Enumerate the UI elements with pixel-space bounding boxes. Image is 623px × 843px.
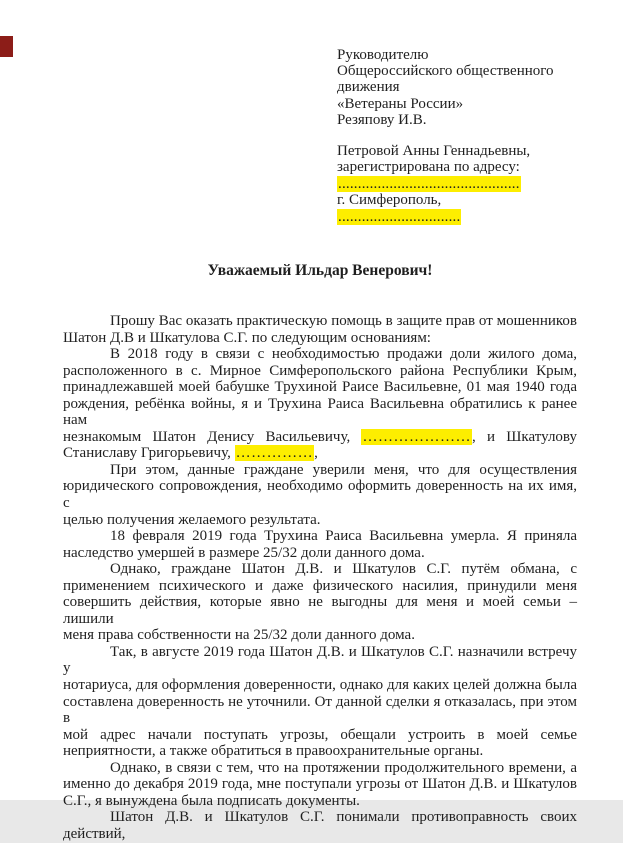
recipient-line: движения [337, 79, 400, 96]
body-line: 18 февраля 2019 года Трухина Раиса Васильевна умерла. Я приняла [110, 528, 577, 545]
body-line: Однако, граждане Шатон Д.В. и Шкатулов С.Г. путём обмана, с [110, 561, 577, 578]
sender-line: Петровой Анны Геннадьевны, [337, 143, 531, 159]
body-line: При этом, данные граждане уверили меня, что для осуществления [110, 461, 577, 478]
body-line: принадлежавшей моей бабушке Трухиной Раисе Васильевне, 01 мая 1940 года [63, 379, 577, 396]
recipient-block [337, 47, 554, 128]
body-line: расположенного в с. Мирное Симферопольского района Республики Крым, [63, 362, 577, 379]
body-line: Так, в августе 2019 года Шатон Д.В. и Шкатулов С.Г. назначили встречу у [63, 643, 577, 677]
body-line: составлена доверенность не уточнили. От данной сделки я отказалась, при этом в [63, 693, 577, 727]
highlight-redaction: ............................... [338, 208, 461, 225]
body-line: С.Г., я вынуждена была подписать документы. [63, 792, 360, 809]
body-line: меня права собственности на 25/32 доли данного дома. [63, 627, 415, 644]
body-line: Шатон Д.В. и Шкатулов С.Г. понимали противоправность своих действий, [63, 809, 577, 842]
body-line: Станиславу Григорьевичу, ……………, [63, 445, 318, 462]
red-corner-mark [0, 36, 13, 57]
body-block [63, 313, 577, 843]
body-line: мой адрес начали поступать угрозы, обещали устроить в моей семье [63, 726, 577, 743]
body-line: целью получения желаемого результата. [63, 511, 321, 528]
body-line: Шатон Д.В и Шкатулова С.Г. по следующим основаниям: [63, 329, 431, 346]
highlight-redaction: ………………… [362, 428, 471, 445]
redacted-address-line [337, 176, 530, 192]
salutation: Уважаемый Ильдар Венерович! [207, 262, 433, 279]
body-line: юридического сопровождения, необходимо оформить доверенность на их имя, с [63, 478, 577, 512]
recipient-line: «Ветераны России» [337, 95, 464, 112]
sender-block [337, 143, 530, 225]
body-line: нотариуса, для оформления доверенности, однако для каких целей должна была [63, 677, 577, 694]
sender-line: г. Симферополь, [337, 192, 442, 209]
recipient-line: Резяпову И.В. [337, 111, 427, 128]
highlight-redaction: .............................................. [338, 175, 520, 192]
body-line: именно до декабря 2019 года, мне поступали угрозы от Шатон Д.В. и Шкатулов [63, 776, 577, 793]
body-line: неприятности, а также обратиться в правоохранительные органы. [63, 743, 484, 760]
body-line: Прошу Вас оказать практическую помощь в защите прав от мошенников [110, 313, 577, 329]
recipient-line: Руководителю [337, 47, 429, 63]
body-line: рождения, ребёнка войны, я и Трухина Раиса Васильевна обратились к ранее нам [63, 395, 577, 429]
body-line: В 2018 году в связи с необходимостью продажи доли жилого дома, [110, 346, 577, 363]
body-line: наследство умершей в размере 25/32 доли данного дома. [63, 544, 425, 561]
sender-line: зарегистрирована по адресу: [337, 159, 520, 176]
body-line: незнакомым Шатон Денису Васильевичу, …………………, и Шкатулову [63, 428, 577, 445]
recipient-line: Общероссийского общественного [337, 63, 554, 80]
highlight-redaction: …………… [235, 445, 314, 462]
body-line: Однако, в связи с тем, что на протяжении продолжительного времени, а [110, 759, 577, 776]
redacted-address-line [337, 209, 530, 225]
body-line: применением психического и даже физического насилия, принудили меня [63, 577, 577, 594]
body-line: совершить действия, которые явно не выгодны для меня и моей семьи – лишили [63, 594, 577, 627]
